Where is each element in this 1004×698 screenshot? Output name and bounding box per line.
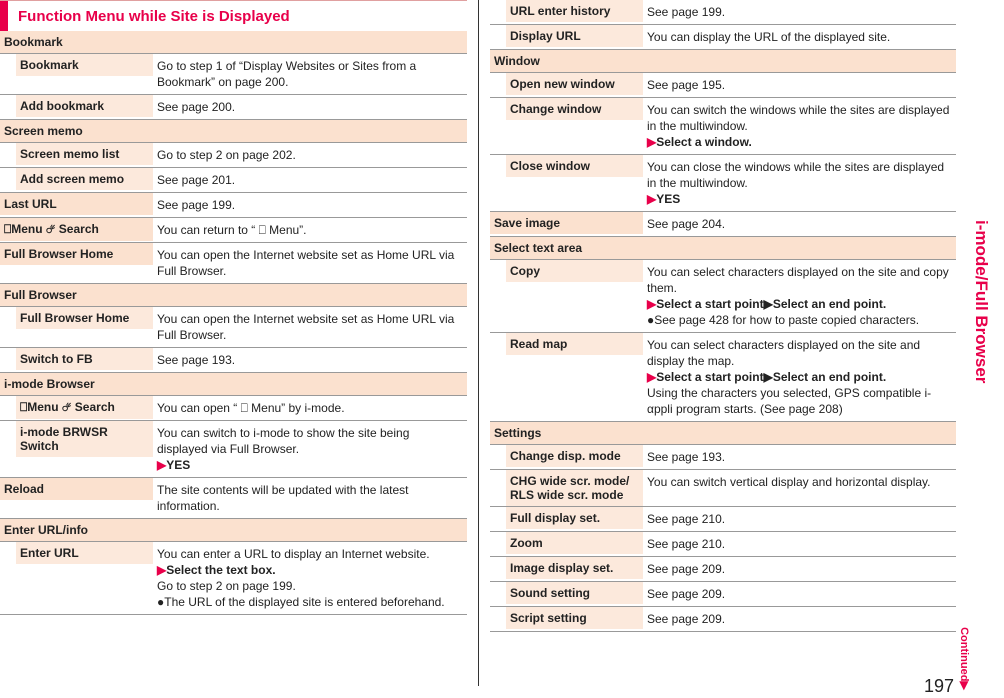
description-line: You can return to “ ⎕ Menu”. [157,223,307,237]
row-description [643,98,956,154]
description-line: You can open the Internet website set as Home URL via Full Browser. [157,248,455,278]
group-header: i-mode Browser [0,373,467,396]
sub-row [0,95,467,120]
sub-row [0,307,467,348]
item-label: Last URL [0,193,153,215]
action-text: Select a start point▶Select an end point. [656,297,887,311]
description-line: You can switch to i-mode to show the site being displayed via Full Browser. [157,426,410,456]
item-label: Read map [506,333,643,355]
row-description [643,532,956,556]
arrow-icon: ▶ [647,192,657,206]
row-description [153,95,467,119]
right-column [490,0,956,632]
row-description [153,542,467,614]
description-line: See page 200. [157,100,236,114]
group-header: Select text area [490,237,956,260]
row-description [153,54,467,94]
item-label: ⎕Menu ☄ Search [0,218,153,241]
item-label: Full Browser Home [16,307,153,329]
row-description [643,507,956,531]
group-header: Full Browser [0,284,467,307]
sub-row [0,54,467,95]
row-description [643,607,956,631]
action-text: YES [166,458,191,472]
item-label: Bookmark [16,54,153,76]
item-label: Sound setting [506,582,643,604]
sub-row [490,25,956,50]
row-description [153,243,467,283]
row-description [643,445,956,469]
sub-row [0,168,467,193]
row-description [643,333,956,421]
item-label: Script setting [506,607,643,629]
item-label: Add screen memo [16,168,153,190]
note-line: Go to step 2 on page 199. [157,579,296,593]
description-line: Go to step 2 on page 202. [157,148,296,162]
action-text: Select a start point▶Select an end point. [656,370,887,384]
description-line: Go to step 1 of “Display Websites or Sites from a Bookmark” on page 200. [157,59,417,89]
sub-row [490,582,956,607]
row-description [643,260,956,332]
row-description [643,212,956,236]
chapter-tab [966,222,992,412]
action-step [157,562,463,578]
single-row [0,193,467,218]
row-description [643,582,956,606]
sub-row [0,421,467,478]
continued-label: Continued▶ [957,627,970,690]
row-description [643,155,956,211]
description-line: The site contents will be updated with the latest information. [157,483,409,513]
description-line: You can display the URL of the displayed site. [647,30,891,44]
description-line: See page 209. [647,562,726,576]
sub-row [490,73,956,98]
row-description [153,421,467,477]
sub-row [0,348,467,373]
note-line: ●See page 428 for how to paste copied characters. [647,313,920,327]
action-step [647,134,952,150]
sub-row [490,333,956,422]
arrow-icon: ▶ [647,297,657,311]
action-text: YES [656,192,681,206]
row-description [153,348,467,372]
note-line: ●The URL of the displayed site is entered beforehand. [157,595,445,609]
column-divider [478,0,479,686]
row-description [643,73,956,97]
group-header: Screen memo [0,120,467,143]
item-label: Image display set. [506,557,643,579]
action-step [647,296,952,312]
description-line: You can select characters displayed on the site and copy them. [647,265,949,295]
function-table-left [0,31,467,615]
item-label: Change disp. mode [506,445,643,467]
description-line: See page 204. [647,217,726,231]
arrow-icon: ▶ [157,563,167,577]
single-row [490,212,956,237]
description-line: See page 199. [157,198,236,212]
sub-row [490,445,956,470]
group-header: Settings [490,422,956,445]
item-label: Add bookmark [16,95,153,117]
arrow-icon: ▶ [647,370,657,384]
item-label: Open new window [506,73,643,95]
sub-row [0,396,467,421]
action-text: Select a window. [656,135,752,149]
note-line: Using the characters you selected, GPS compatible i-αppli program starts. (See page 208) [647,386,932,416]
section-title: Function Menu while Site is Displayed [18,7,290,25]
arrow-icon: ▶ [647,135,657,149]
item-label: i-mode BRWSR Switch [16,421,153,457]
description-line: See page 201. [157,173,236,187]
description-line: See page 193. [647,450,726,464]
item-label: ⎕Menu ☄ Search [16,396,153,419]
sub-row [490,607,956,632]
row-description [643,25,956,49]
sub-row [490,155,956,212]
item-label: URL enter history [506,0,643,22]
single-row [0,218,467,243]
row-description [153,396,467,420]
item-label: CHG wide scr. mode/ RLS wide scr. mode [506,470,643,506]
row-description [643,557,956,581]
action-step [647,369,952,385]
item-label: Change window [506,98,643,120]
chapter-tab-label: i-mode/Full Browser [972,220,991,384]
sub-row [490,507,956,532]
description-line: See page 193. [157,353,236,367]
description-line: You can close the windows while the sites are displayed in the multiwindow. [647,160,945,190]
group-header: Bookmark [0,31,467,54]
action-text: Select the text box. [166,563,276,577]
sub-row [490,0,956,25]
item-label: Full Browser Home [0,243,153,265]
row-description [153,193,467,217]
item-label: Full display set. [506,507,643,529]
sub-row [0,143,467,168]
description-line: You can open “ ⎕ Menu” by i-mode. [157,401,345,415]
section-title-bar [0,0,467,31]
single-row [0,478,467,519]
description-line: See page 210. [647,512,726,526]
item-label: Screen memo list [16,143,153,165]
item-label: Save image [490,212,643,234]
description-line: See page 195. [647,78,726,92]
item-label: Reload [0,478,153,500]
row-description [153,478,467,518]
item-label: Close window [506,155,643,177]
single-row [0,243,467,284]
description-line: You can switch vertical display and horizontal display. [647,475,931,489]
description-line: See page 209. [647,612,726,626]
continued-marker [955,627,985,690]
description-line: See page 199. [647,5,726,19]
row-description [153,168,467,192]
item-label: Zoom [506,532,643,554]
sub-row [490,557,956,582]
arrow-icon: ▶ [157,458,167,472]
description-line: You can enter a URL to display an Internet website. [157,547,430,561]
row-description [153,143,467,167]
item-label: Enter URL [16,542,153,564]
page-number: 197 [924,676,955,696]
function-table-right [490,0,956,632]
description-line: You can open the Internet website set as Home URL via Full Browser. [157,312,455,342]
row-description [643,0,956,24]
sub-row [0,542,467,615]
group-header: Window [490,50,956,73]
row-description [643,470,956,494]
item-label: Switch to FB [16,348,153,370]
sub-row [490,532,956,557]
row-description [153,307,467,347]
title-marker [0,1,8,31]
description-line: See page 210. [647,537,726,551]
group-header: Enter URL/info [0,519,467,542]
action-step [157,457,463,473]
sub-row [490,98,956,155]
left-column [0,0,467,615]
sub-row [490,260,956,333]
row-description [153,218,467,242]
description-line: You can switch the windows while the sites are displayed in the multiwindow. [647,103,950,133]
sub-row [490,470,956,507]
item-label: Copy [506,260,643,282]
description-line: You can select characters displayed on the site and display the map. [647,338,921,368]
item-label: Display URL [506,25,643,47]
description-line: See page 209. [647,587,726,601]
action-step [647,191,952,207]
